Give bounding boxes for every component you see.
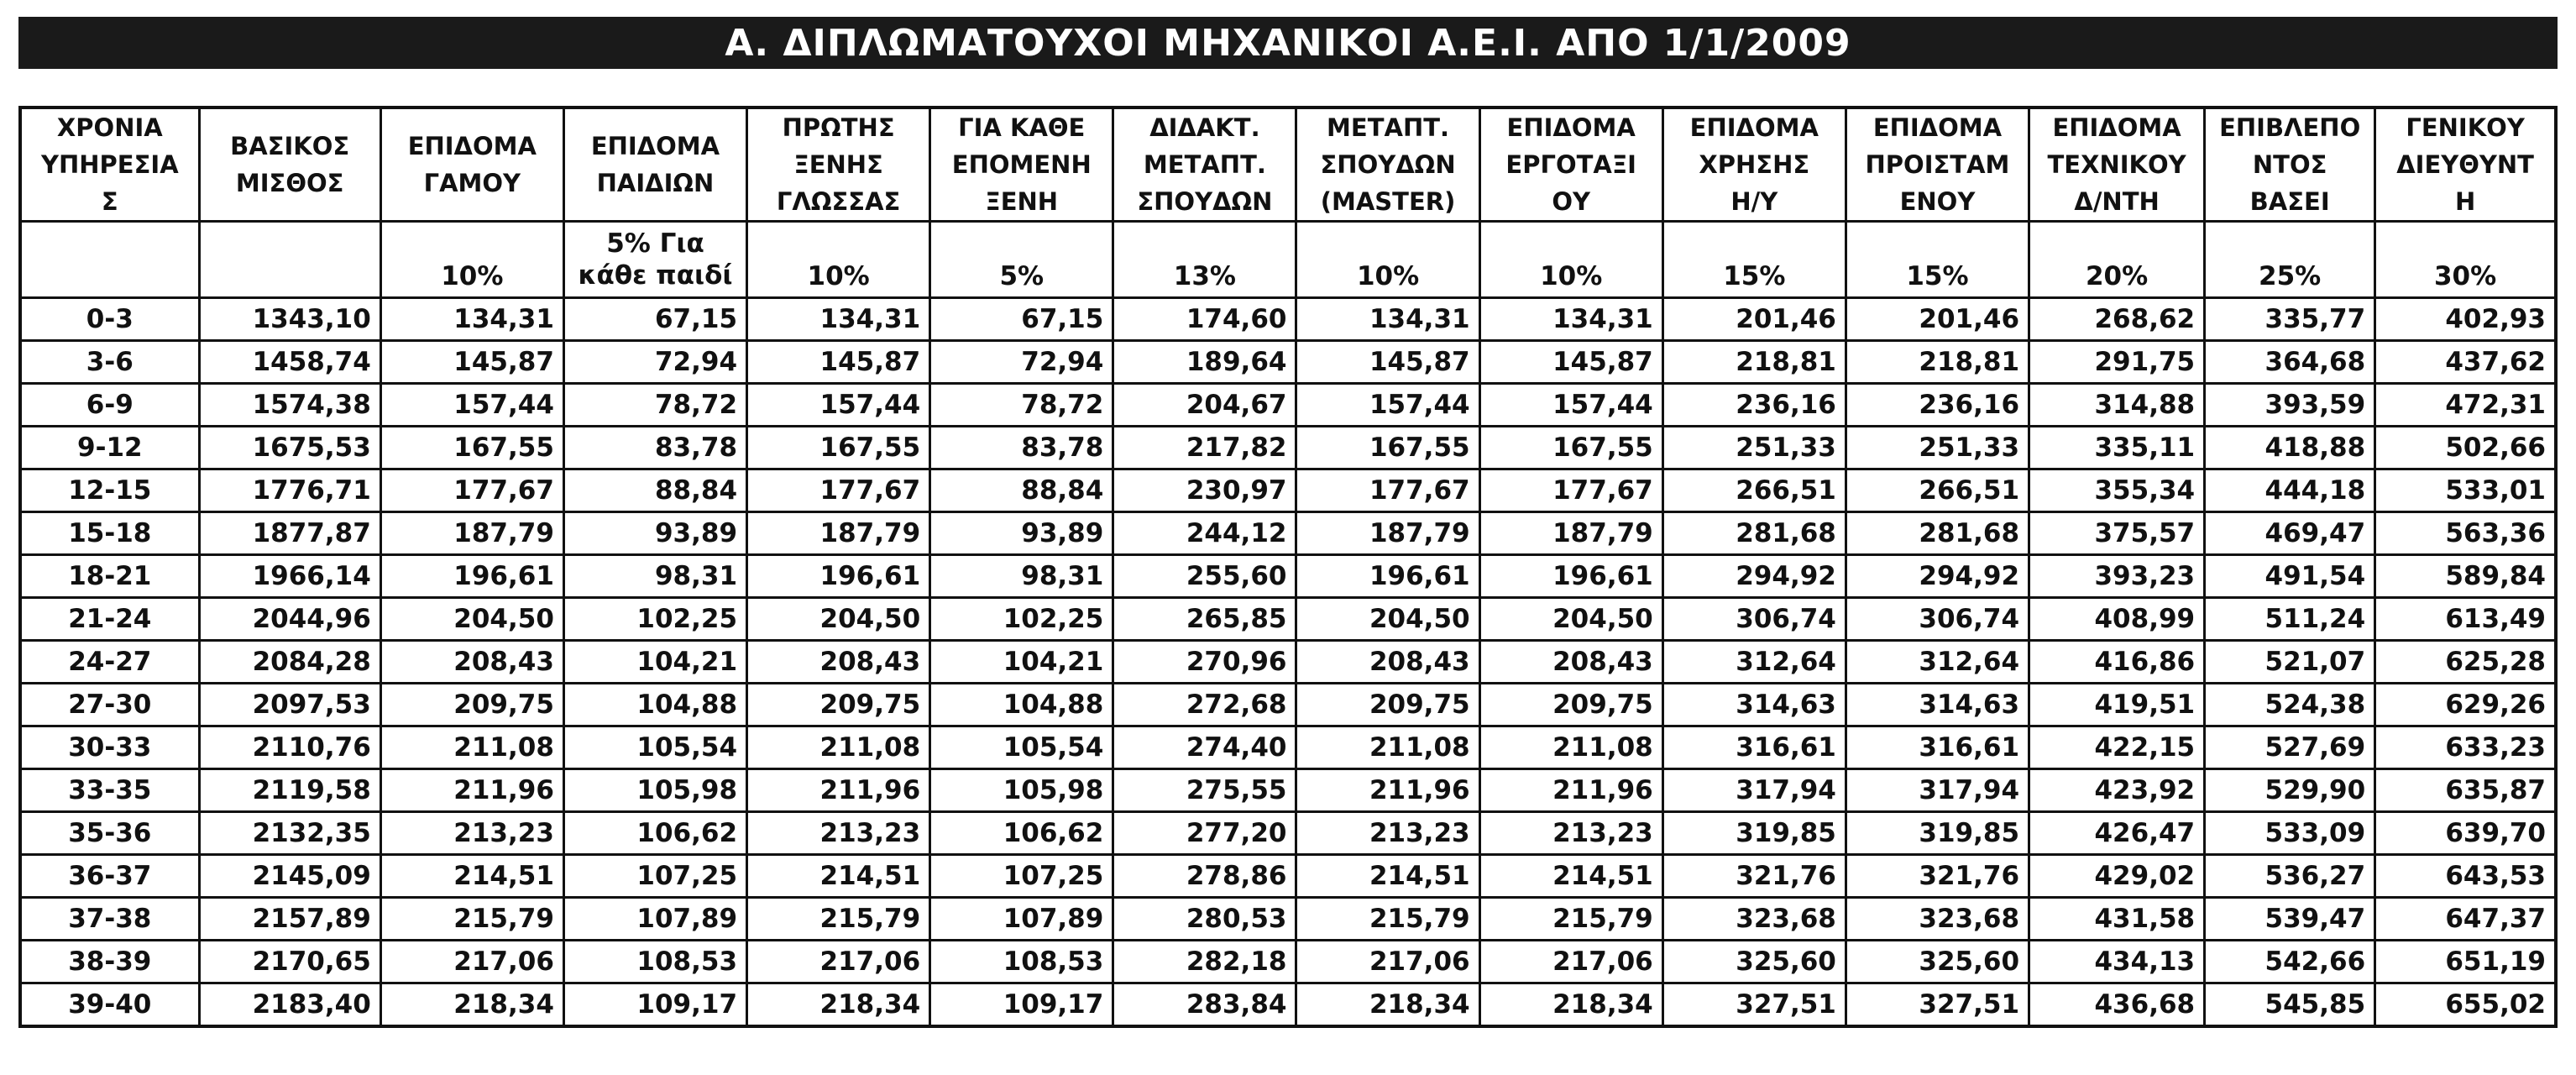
amount-cell: 196,61 bbox=[1479, 555, 1662, 598]
amount-cell: 105,98 bbox=[563, 769, 746, 812]
amount-cell: 316,61 bbox=[1846, 726, 2029, 769]
amount-cell: 108,53 bbox=[563, 941, 746, 983]
amount-cell: 426,47 bbox=[2029, 812, 2205, 855]
amount-cell: 423,92 bbox=[2029, 769, 2205, 812]
table-row bbox=[20, 469, 2556, 512]
amount-cell: 214,51 bbox=[1296, 855, 1479, 898]
amount-cell: 272,68 bbox=[1113, 684, 1296, 726]
column-header-technical-director-allowance: ΕΠΙΔΟΜΑ ΤΕΧΝΙΚΟΥ Δ/ΝΤΗ bbox=[2029, 108, 2205, 222]
column-header-base-salary: ΒΑΣΙΚΟΣ ΜΙΣΘΟΣ bbox=[199, 108, 380, 222]
amount-cell: 266,51 bbox=[1662, 469, 1846, 512]
amount-cell: 2084,28 bbox=[199, 641, 380, 684]
amount-cell: 208,43 bbox=[380, 641, 563, 684]
amount-cell: 277,20 bbox=[1113, 812, 1296, 855]
amount-cell: 533,09 bbox=[2205, 812, 2375, 855]
amount-cell: 651,19 bbox=[2375, 941, 2556, 983]
table-row bbox=[20, 427, 2556, 469]
amount-cell: 422,15 bbox=[2029, 726, 2205, 769]
amount-cell: 643,53 bbox=[2375, 855, 2556, 898]
amount-cell: 157,44 bbox=[747, 384, 930, 427]
amount-cell: 177,67 bbox=[380, 469, 563, 512]
column-header-row bbox=[20, 108, 2556, 222]
amount-cell: 251,33 bbox=[1846, 427, 2029, 469]
amount-cell: 2157,89 bbox=[199, 898, 380, 941]
amount-cell: 187,79 bbox=[380, 512, 563, 555]
amount-cell: 104,21 bbox=[563, 641, 746, 684]
amount-cell: 83,78 bbox=[930, 427, 1113, 469]
amount-cell: 266,51 bbox=[1846, 469, 2029, 512]
amount-cell: 102,25 bbox=[563, 598, 746, 641]
amount-cell: 213,23 bbox=[380, 812, 563, 855]
page-title: Α. ΔΙΠΛΩΜΑΤΟΥΧΟΙ ΜΗΧΑΝΙΚΟΙ Α.Ε.Ι. ΑΠΟ 1/1/2009 bbox=[18, 17, 2558, 69]
years-range-cell: 6-9 bbox=[20, 384, 199, 427]
amount-cell: 204,50 bbox=[1479, 598, 1662, 641]
amount-cell: 67,15 bbox=[563, 298, 746, 341]
amount-cell: 145,87 bbox=[380, 341, 563, 384]
rate-cell: 10% bbox=[1296, 222, 1479, 298]
amount-cell: 327,51 bbox=[1846, 983, 2029, 1026]
amount-cell: 325,60 bbox=[1662, 941, 1846, 983]
amount-cell: 319,85 bbox=[1846, 812, 2029, 855]
amount-cell: 217,82 bbox=[1113, 427, 1296, 469]
amount-cell: 539,47 bbox=[2205, 898, 2375, 941]
amount-cell: 218,34 bbox=[380, 983, 563, 1026]
amount-cell: 196,61 bbox=[747, 555, 930, 598]
amount-cell: 217,06 bbox=[380, 941, 563, 983]
amount-cell: 157,44 bbox=[380, 384, 563, 427]
column-header-master: ΜΕΤΑΠΤ. ΣΠΟΥΔΩΝ (MASTER) bbox=[1296, 108, 1479, 222]
rate-cell: 20% bbox=[2029, 222, 2205, 298]
column-header-supervisor-allowance: ΕΠΙΔΟΜΑ ΠΡΟΙΣΤΑΜ ΕΝΟΥ bbox=[1846, 108, 2029, 222]
amount-cell: 283,84 bbox=[1113, 983, 1296, 1026]
amount-cell: 491,54 bbox=[2205, 555, 2375, 598]
amount-cell: 83,78 bbox=[563, 427, 746, 469]
years-range-cell: 15-18 bbox=[20, 512, 199, 555]
amount-cell: 408,99 bbox=[2029, 598, 2205, 641]
years-range-cell: 12-15 bbox=[20, 469, 199, 512]
amount-cell: 78,72 bbox=[563, 384, 746, 427]
amount-cell: 633,23 bbox=[2375, 726, 2556, 769]
years-range-cell: 33-35 bbox=[20, 769, 199, 812]
table-row bbox=[20, 384, 2556, 427]
amount-cell: 2170,65 bbox=[199, 941, 380, 983]
amount-cell: 1675,53 bbox=[199, 427, 380, 469]
amount-cell: 629,26 bbox=[2375, 684, 2556, 726]
column-header-each-next-language: ΓΙΑ ΚΑΘΕ ΕΠΟΜΕΝΗ ΞΕΝΗ bbox=[930, 108, 1113, 222]
amount-cell: 214,51 bbox=[747, 855, 930, 898]
column-header-children-allowance: ΕΠΙΔΟΜΑ ΠΑΙΔΙΩΝ bbox=[563, 108, 746, 222]
amount-cell: 187,79 bbox=[1479, 512, 1662, 555]
amount-cell: 208,43 bbox=[1296, 641, 1479, 684]
amount-cell: 511,24 bbox=[2205, 598, 2375, 641]
amount-cell: 214,51 bbox=[380, 855, 563, 898]
amount-cell: 323,68 bbox=[1662, 898, 1846, 941]
amount-cell: 211,08 bbox=[380, 726, 563, 769]
column-header-years: ΧΡΟΝΙΑ ΥΠΗΡΕΣΙΑ Σ bbox=[20, 108, 199, 222]
amount-cell: 189,64 bbox=[1113, 341, 1296, 384]
amount-cell: 325,60 bbox=[1846, 941, 2029, 983]
years-range-cell: 36-37 bbox=[20, 855, 199, 898]
amount-cell: 444,18 bbox=[2205, 469, 2375, 512]
amount-cell: 107,89 bbox=[563, 898, 746, 941]
column-header-computer-use-allowance: ΕΠΙΔΟΜΑ ΧΡΗΣΗΣ Η/Υ bbox=[1662, 108, 1846, 222]
amount-cell: 323,68 bbox=[1846, 898, 2029, 941]
rate-cell: 10% bbox=[380, 222, 563, 298]
amount-cell: 88,84 bbox=[930, 469, 1113, 512]
amount-cell: 201,46 bbox=[1846, 298, 2029, 341]
table-row bbox=[20, 684, 2556, 726]
table-row bbox=[20, 769, 2556, 812]
amount-cell: 187,79 bbox=[1296, 512, 1479, 555]
amount-cell: 236,16 bbox=[1662, 384, 1846, 427]
amount-cell: 215,79 bbox=[747, 898, 930, 941]
amount-cell: 306,74 bbox=[1846, 598, 2029, 641]
column-header-doctorate: ΔΙΔΑΚΤ. ΜΕΤΑΠΤ. ΣΠΟΥΔΩΝ bbox=[1113, 108, 1296, 222]
table-row bbox=[20, 855, 2556, 898]
amount-cell: 278,86 bbox=[1113, 855, 1296, 898]
amount-cell: 72,94 bbox=[563, 341, 746, 384]
amount-cell: 275,55 bbox=[1113, 769, 1296, 812]
amount-cell: 104,88 bbox=[930, 684, 1113, 726]
amount-cell: 393,59 bbox=[2205, 384, 2375, 427]
table-row bbox=[20, 898, 2556, 941]
amount-cell: 1458,74 bbox=[199, 341, 380, 384]
amount-cell: 327,51 bbox=[1662, 983, 1846, 1026]
table-row bbox=[20, 983, 2556, 1026]
amount-cell: 104,88 bbox=[563, 684, 746, 726]
amount-cell: 167,55 bbox=[380, 427, 563, 469]
amount-cell: 472,31 bbox=[2375, 384, 2556, 427]
amount-cell: 655,02 bbox=[2375, 983, 2556, 1026]
amount-cell: 230,97 bbox=[1113, 469, 1296, 512]
amount-cell: 393,23 bbox=[2029, 555, 2205, 598]
amount-cell: 177,67 bbox=[1296, 469, 1479, 512]
years-range-cell: 35-36 bbox=[20, 812, 199, 855]
amount-cell: 274,40 bbox=[1113, 726, 1296, 769]
amount-cell: 213,23 bbox=[1296, 812, 1479, 855]
amount-cell: 204,67 bbox=[1113, 384, 1296, 427]
years-range-cell: 18-21 bbox=[20, 555, 199, 598]
amount-cell: 434,13 bbox=[2029, 941, 2205, 983]
amount-cell: 312,64 bbox=[1846, 641, 2029, 684]
table-row bbox=[20, 598, 2556, 641]
amount-cell: 524,38 bbox=[2205, 684, 2375, 726]
amount-cell: 218,81 bbox=[1662, 341, 1846, 384]
rate-cell: 10% bbox=[747, 222, 930, 298]
amount-cell: 204,50 bbox=[1296, 598, 1479, 641]
amount-cell: 2183,40 bbox=[199, 983, 380, 1026]
amount-cell: 134,31 bbox=[1479, 298, 1662, 341]
amount-cell: 211,96 bbox=[1296, 769, 1479, 812]
amount-cell: 78,72 bbox=[930, 384, 1113, 427]
rate-cell: 15% bbox=[1662, 222, 1846, 298]
amount-cell: 106,62 bbox=[930, 812, 1113, 855]
amount-cell: 529,90 bbox=[2205, 769, 2375, 812]
years-range-cell: 21-24 bbox=[20, 598, 199, 641]
table-row bbox=[20, 941, 2556, 983]
amount-cell: 542,66 bbox=[2205, 941, 2375, 983]
years-range-cell: 30-33 bbox=[20, 726, 199, 769]
amount-cell: 2132,35 bbox=[199, 812, 380, 855]
amount-cell: 236,16 bbox=[1846, 384, 2029, 427]
amount-cell: 437,62 bbox=[2375, 341, 2556, 384]
rate-row bbox=[20, 222, 2556, 298]
amount-cell: 196,61 bbox=[380, 555, 563, 598]
amount-cell: 177,67 bbox=[747, 469, 930, 512]
amount-cell: 402,93 bbox=[2375, 298, 2556, 341]
amount-cell: 217,06 bbox=[1296, 941, 1479, 983]
amount-cell: 104,21 bbox=[930, 641, 1113, 684]
amount-cell: 321,76 bbox=[1846, 855, 2029, 898]
amount-cell: 145,87 bbox=[747, 341, 930, 384]
amount-cell: 208,43 bbox=[747, 641, 930, 684]
amount-cell: 647,37 bbox=[2375, 898, 2556, 941]
rate-cell: 10% bbox=[1479, 222, 1662, 298]
salary-table bbox=[18, 106, 2558, 1028]
amount-cell: 209,75 bbox=[1296, 684, 1479, 726]
amount-cell: 167,55 bbox=[747, 427, 930, 469]
amount-cell: 375,57 bbox=[2029, 512, 2205, 555]
amount-cell: 613,49 bbox=[2375, 598, 2556, 641]
amount-cell: 244,12 bbox=[1113, 512, 1296, 555]
amount-cell: 1877,87 bbox=[199, 512, 380, 555]
amount-cell: 218,81 bbox=[1846, 341, 2029, 384]
amount-cell: 563,36 bbox=[2375, 512, 2556, 555]
amount-cell: 204,50 bbox=[380, 598, 563, 641]
amount-cell: 215,79 bbox=[1296, 898, 1479, 941]
amount-cell: 213,23 bbox=[747, 812, 930, 855]
years-range-cell: 0-3 bbox=[20, 298, 199, 341]
amount-cell: 1343,10 bbox=[199, 298, 380, 341]
amount-cell: 106,62 bbox=[563, 812, 746, 855]
years-range-cell: 37-38 bbox=[20, 898, 199, 941]
table-body bbox=[20, 298, 2556, 1026]
amount-cell: 355,34 bbox=[2029, 469, 2205, 512]
amount-cell: 502,66 bbox=[2375, 427, 2556, 469]
amount-cell: 418,88 bbox=[2205, 427, 2375, 469]
amount-cell: 211,96 bbox=[380, 769, 563, 812]
amount-cell: 217,06 bbox=[747, 941, 930, 983]
table-row bbox=[20, 812, 2556, 855]
amount-cell: 639,70 bbox=[2375, 812, 2556, 855]
rate-cell: 30% bbox=[2375, 222, 2556, 298]
amount-cell: 67,15 bbox=[930, 298, 1113, 341]
amount-cell: 209,75 bbox=[380, 684, 563, 726]
amount-cell: 134,31 bbox=[747, 298, 930, 341]
amount-cell: 291,75 bbox=[2029, 341, 2205, 384]
amount-cell: 109,17 bbox=[563, 983, 746, 1026]
amount-cell: 265,85 bbox=[1113, 598, 1296, 641]
amount-cell: 93,89 bbox=[930, 512, 1113, 555]
amount-cell: 314,63 bbox=[1846, 684, 2029, 726]
amount-cell: 317,94 bbox=[1846, 769, 2029, 812]
amount-cell: 431,58 bbox=[2029, 898, 2205, 941]
amount-cell: 98,31 bbox=[563, 555, 746, 598]
amount-cell: 218,34 bbox=[1479, 983, 1662, 1026]
amount-cell: 416,86 bbox=[2029, 641, 2205, 684]
amount-cell: 209,75 bbox=[747, 684, 930, 726]
amount-cell: 1574,38 bbox=[199, 384, 380, 427]
amount-cell: 294,92 bbox=[1662, 555, 1846, 598]
column-header-first-foreign-language: ΠΡΩΤΗΣ ΞΕΝΗΣ ΓΛΩΣΣΑΣ bbox=[747, 108, 930, 222]
amount-cell: 536,27 bbox=[2205, 855, 2375, 898]
amount-cell: 107,25 bbox=[563, 855, 746, 898]
amount-cell: 469,47 bbox=[2205, 512, 2375, 555]
column-header-marriage-allowance: ΕΠΙΔΟΜΑ ΓΑΜΟΥ bbox=[380, 108, 563, 222]
amount-cell: 2110,76 bbox=[199, 726, 380, 769]
amount-cell: 196,61 bbox=[1296, 555, 1479, 598]
column-header-supervising-engineer: ΕΠΙΒΛΕΠΟ ΝΤΟΣ ΒΑΣΕΙ bbox=[2205, 108, 2375, 222]
amount-cell: 209,75 bbox=[1479, 684, 1662, 726]
years-range-cell: 9-12 bbox=[20, 427, 199, 469]
amount-cell: 208,43 bbox=[1479, 641, 1662, 684]
amount-cell: 429,02 bbox=[2029, 855, 2205, 898]
amount-cell: 145,87 bbox=[1296, 341, 1479, 384]
amount-cell: 521,07 bbox=[2205, 641, 2375, 684]
rate-cell: 5% bbox=[930, 222, 1113, 298]
amount-cell: 533,01 bbox=[2375, 469, 2556, 512]
rate-cell bbox=[199, 222, 380, 298]
rate-cell: 25% bbox=[2205, 222, 2375, 298]
amount-cell: 545,85 bbox=[2205, 983, 2375, 1026]
amount-cell: 2119,58 bbox=[199, 769, 380, 812]
amount-cell: 215,79 bbox=[380, 898, 563, 941]
amount-cell: 211,08 bbox=[1296, 726, 1479, 769]
amount-cell: 215,79 bbox=[1479, 898, 1662, 941]
amount-cell: 317,94 bbox=[1662, 769, 1846, 812]
amount-cell: 335,77 bbox=[2205, 298, 2375, 341]
amount-cell: 294,92 bbox=[1846, 555, 2029, 598]
years-range-cell: 3-6 bbox=[20, 341, 199, 384]
amount-cell: 211,08 bbox=[1479, 726, 1662, 769]
amount-cell: 211,96 bbox=[747, 769, 930, 812]
table-row bbox=[20, 298, 2556, 341]
column-header-site-allowance: ΕΠΙΔΟΜΑ ΕΡΓΟΤΑΞΙ ΟΥ bbox=[1479, 108, 1662, 222]
years-range-cell: 39-40 bbox=[20, 983, 199, 1026]
amount-cell: 157,44 bbox=[1479, 384, 1662, 427]
amount-cell: 211,96 bbox=[1479, 769, 1662, 812]
amount-cell: 107,25 bbox=[930, 855, 1113, 898]
amount-cell: 105,54 bbox=[930, 726, 1113, 769]
amount-cell: 105,54 bbox=[563, 726, 746, 769]
table-row bbox=[20, 512, 2556, 555]
amount-cell: 211,08 bbox=[747, 726, 930, 769]
amount-cell: 321,76 bbox=[1662, 855, 1846, 898]
amount-cell: 306,74 bbox=[1662, 598, 1846, 641]
amount-cell: 281,68 bbox=[1662, 512, 1846, 555]
amount-cell: 108,53 bbox=[930, 941, 1113, 983]
amount-cell: 625,28 bbox=[2375, 641, 2556, 684]
amount-cell: 187,79 bbox=[747, 512, 930, 555]
rate-cell: 5% Για κάθε παιδί bbox=[563, 222, 746, 298]
amount-cell: 134,31 bbox=[1296, 298, 1479, 341]
amount-cell: 105,98 bbox=[930, 769, 1113, 812]
rate-cell bbox=[20, 222, 199, 298]
amount-cell: 314,88 bbox=[2029, 384, 2205, 427]
amount-cell: 2145,09 bbox=[199, 855, 380, 898]
table-row bbox=[20, 726, 2556, 769]
amount-cell: 335,11 bbox=[2029, 427, 2205, 469]
amount-cell: 134,31 bbox=[380, 298, 563, 341]
amount-cell: 88,84 bbox=[563, 469, 746, 512]
amount-cell: 201,46 bbox=[1662, 298, 1846, 341]
amount-cell: 218,34 bbox=[747, 983, 930, 1026]
amount-cell: 93,89 bbox=[563, 512, 746, 555]
table-row bbox=[20, 341, 2556, 384]
amount-cell: 312,64 bbox=[1662, 641, 1846, 684]
amount-cell: 102,25 bbox=[930, 598, 1113, 641]
years-range-cell: 27-30 bbox=[20, 684, 199, 726]
amount-cell: 316,61 bbox=[1662, 726, 1846, 769]
table-row bbox=[20, 641, 2556, 684]
amount-cell: 1776,71 bbox=[199, 469, 380, 512]
amount-cell: 214,51 bbox=[1479, 855, 1662, 898]
amount-cell: 527,69 bbox=[2205, 726, 2375, 769]
amount-cell: 436,68 bbox=[2029, 983, 2205, 1026]
amount-cell: 635,87 bbox=[2375, 769, 2556, 812]
amount-cell: 157,44 bbox=[1296, 384, 1479, 427]
amount-cell: 281,68 bbox=[1846, 512, 2029, 555]
amount-cell: 2044,96 bbox=[199, 598, 380, 641]
column-header-general-director: ΓΕΝΙΚΟΥ ΔΙΕΥΘΥΝΤ Η bbox=[2375, 108, 2556, 222]
amount-cell: 109,17 bbox=[930, 983, 1113, 1026]
amount-cell: 419,51 bbox=[2029, 684, 2205, 726]
amount-cell: 174,60 bbox=[1113, 298, 1296, 341]
amount-cell: 72,94 bbox=[930, 341, 1113, 384]
table-row bbox=[20, 555, 2556, 598]
amount-cell: 107,89 bbox=[930, 898, 1113, 941]
amount-cell: 167,55 bbox=[1296, 427, 1479, 469]
amount-cell: 270,96 bbox=[1113, 641, 1296, 684]
amount-cell: 217,06 bbox=[1479, 941, 1662, 983]
amount-cell: 145,87 bbox=[1479, 341, 1662, 384]
amount-cell: 251,33 bbox=[1662, 427, 1846, 469]
amount-cell: 364,68 bbox=[2205, 341, 2375, 384]
amount-cell: 589,84 bbox=[2375, 555, 2556, 598]
amount-cell: 2097,53 bbox=[199, 684, 380, 726]
years-range-cell: 38-39 bbox=[20, 941, 199, 983]
amount-cell: 204,50 bbox=[747, 598, 930, 641]
amount-cell: 213,23 bbox=[1479, 812, 1662, 855]
amount-cell: 255,60 bbox=[1113, 555, 1296, 598]
amount-cell: 314,63 bbox=[1662, 684, 1846, 726]
amount-cell: 280,53 bbox=[1113, 898, 1296, 941]
amount-cell: 218,34 bbox=[1296, 983, 1479, 1026]
rate-cell: 13% bbox=[1113, 222, 1296, 298]
amount-cell: 98,31 bbox=[930, 555, 1113, 598]
amount-cell: 167,55 bbox=[1479, 427, 1662, 469]
amount-cell: 319,85 bbox=[1662, 812, 1846, 855]
amount-cell: 268,62 bbox=[2029, 298, 2205, 341]
amount-cell: 1966,14 bbox=[199, 555, 380, 598]
amount-cell: 282,18 bbox=[1113, 941, 1296, 983]
years-range-cell: 24-27 bbox=[20, 641, 199, 684]
rate-cell: 15% bbox=[1846, 222, 2029, 298]
amount-cell: 177,67 bbox=[1479, 469, 1662, 512]
